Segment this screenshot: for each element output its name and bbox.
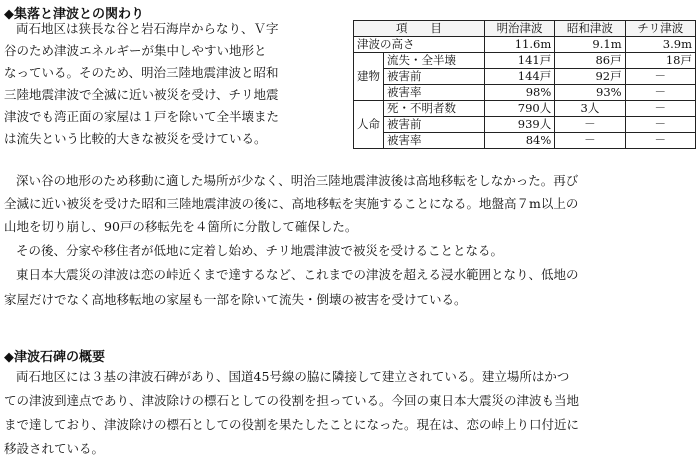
section-heading-settlement: ◆集落と津波との関わり bbox=[4, 7, 144, 22]
cell-value: 3人 bbox=[555, 101, 625, 117]
cell-value: 939人 bbox=[484, 117, 554, 133]
paragraph-line: 山地を切り崩し、90戸の移転先を４箇所に分散して確保した。 bbox=[4, 219, 358, 234]
cell-value: 93% bbox=[555, 85, 625, 101]
cell-value: 141戸 bbox=[484, 53, 554, 69]
table-row bbox=[354, 117, 696, 133]
paragraph-line: その後、分家や移住者が低地に定着し始め、チリ地震津波で被災を受けることとなる。 bbox=[16, 243, 504, 258]
table-header-chile: チリ津波 bbox=[625, 21, 695, 37]
cell-value: 98% bbox=[484, 85, 554, 101]
cell-value: 9.1m bbox=[555, 37, 625, 53]
paragraph-line: 三陸地震津波で全滅に近い被災を受け、チリ地震 bbox=[4, 87, 279, 102]
paragraph-line: 全滅に近い被災を受けた昭和三陸地震津波の後に、高地移転を実施することになる。地盤高７m以上の bbox=[4, 196, 579, 211]
group-label-people: 人命 bbox=[354, 101, 384, 149]
table-row bbox=[354, 133, 696, 149]
paragraph-line: は流失という比較的大きな被災を受けている。 bbox=[4, 131, 267, 146]
row-label: 死・不明者数 bbox=[384, 101, 485, 117]
cell-value: － bbox=[625, 101, 695, 117]
cell-value: － bbox=[625, 85, 695, 101]
cell-value: － bbox=[625, 133, 695, 149]
cell-value: － bbox=[625, 117, 695, 133]
paragraph-line: 深い谷の地形のため移動に適した場所が少なく、明治三陸地震津波後は高地移転をしなかった。再び bbox=[16, 173, 579, 188]
table-header-row bbox=[354, 21, 696, 37]
table-row bbox=[354, 85, 696, 101]
paragraph-line: なっている。そのため、明治三陸地震津波と昭和 bbox=[4, 65, 279, 80]
cell-value: 144戸 bbox=[484, 69, 554, 85]
cell-value: 11.6m bbox=[484, 37, 554, 53]
cell-value: 84% bbox=[484, 133, 554, 149]
table-header-item: 項 目 bbox=[354, 21, 485, 37]
table-row bbox=[354, 101, 696, 117]
cell-value: 3.9m bbox=[625, 37, 695, 53]
cell-value: 92戸 bbox=[555, 69, 625, 85]
row-label: 流失・全半壊 bbox=[384, 53, 485, 69]
paragraph-line: 移設されている。 bbox=[4, 441, 105, 456]
table-row bbox=[354, 37, 696, 53]
paragraph-line: 家屋だけでなく高地移転地の家屋も一部を除いて流失・倒壊の被害を受けている。 bbox=[4, 292, 467, 307]
paragraph-line: 両石地区には３基の津波石碑があり、国道45号線の脇に隣接して建立されている。建立場所はかつ bbox=[16, 369, 570, 384]
table-header-showa: 昭和津波 bbox=[555, 21, 625, 37]
row-label: 被害前 bbox=[384, 69, 485, 85]
row-label: 被害率 bbox=[384, 133, 485, 149]
table-row bbox=[354, 69, 696, 85]
row-label: 被害前 bbox=[384, 117, 485, 133]
cell-value: 790人 bbox=[484, 101, 554, 117]
paragraph-line: 谷のため津波エネルギーが集中しやすい地形と bbox=[4, 43, 267, 58]
cell-value: － bbox=[555, 133, 625, 149]
row-label: 被害率 bbox=[384, 85, 485, 101]
paragraph-line: まで達しており、津波除けの標石としての役割を果たしたことになった。現在は、恋の峠上り口付近に bbox=[4, 417, 580, 432]
group-label-building: 建物 bbox=[354, 53, 384, 101]
cell-value: － bbox=[555, 117, 625, 133]
paragraph-line: 両石地区は狭長な谷と岩石海岸からなり、Ｖ字 bbox=[16, 21, 279, 36]
cell-value: 18戸 bbox=[625, 53, 695, 69]
cell-value: 86戸 bbox=[555, 53, 625, 69]
table-row bbox=[354, 53, 696, 69]
table-header-meiji: 明治津波 bbox=[484, 21, 554, 37]
paragraph-line: 東日本大震災の津波は恋の峠近くまで達するなど、これまでの津波を超える浸水範囲となり、低地の bbox=[16, 267, 579, 282]
row-label: 津波の高さ bbox=[354, 37, 485, 53]
cell-value: － bbox=[625, 69, 695, 85]
paragraph-line: 津波でも湾正面の家屋は１戸を除いて全半壊また bbox=[4, 109, 280, 124]
damage-table bbox=[353, 20, 696, 149]
paragraph-line: ての津波到達点であり、津波除けの標石としての役割を担っている。今回の東日本大震災の津波も当地 bbox=[4, 393, 580, 408]
section-heading-monument: ◆津波石碑の概要 bbox=[4, 350, 105, 365]
